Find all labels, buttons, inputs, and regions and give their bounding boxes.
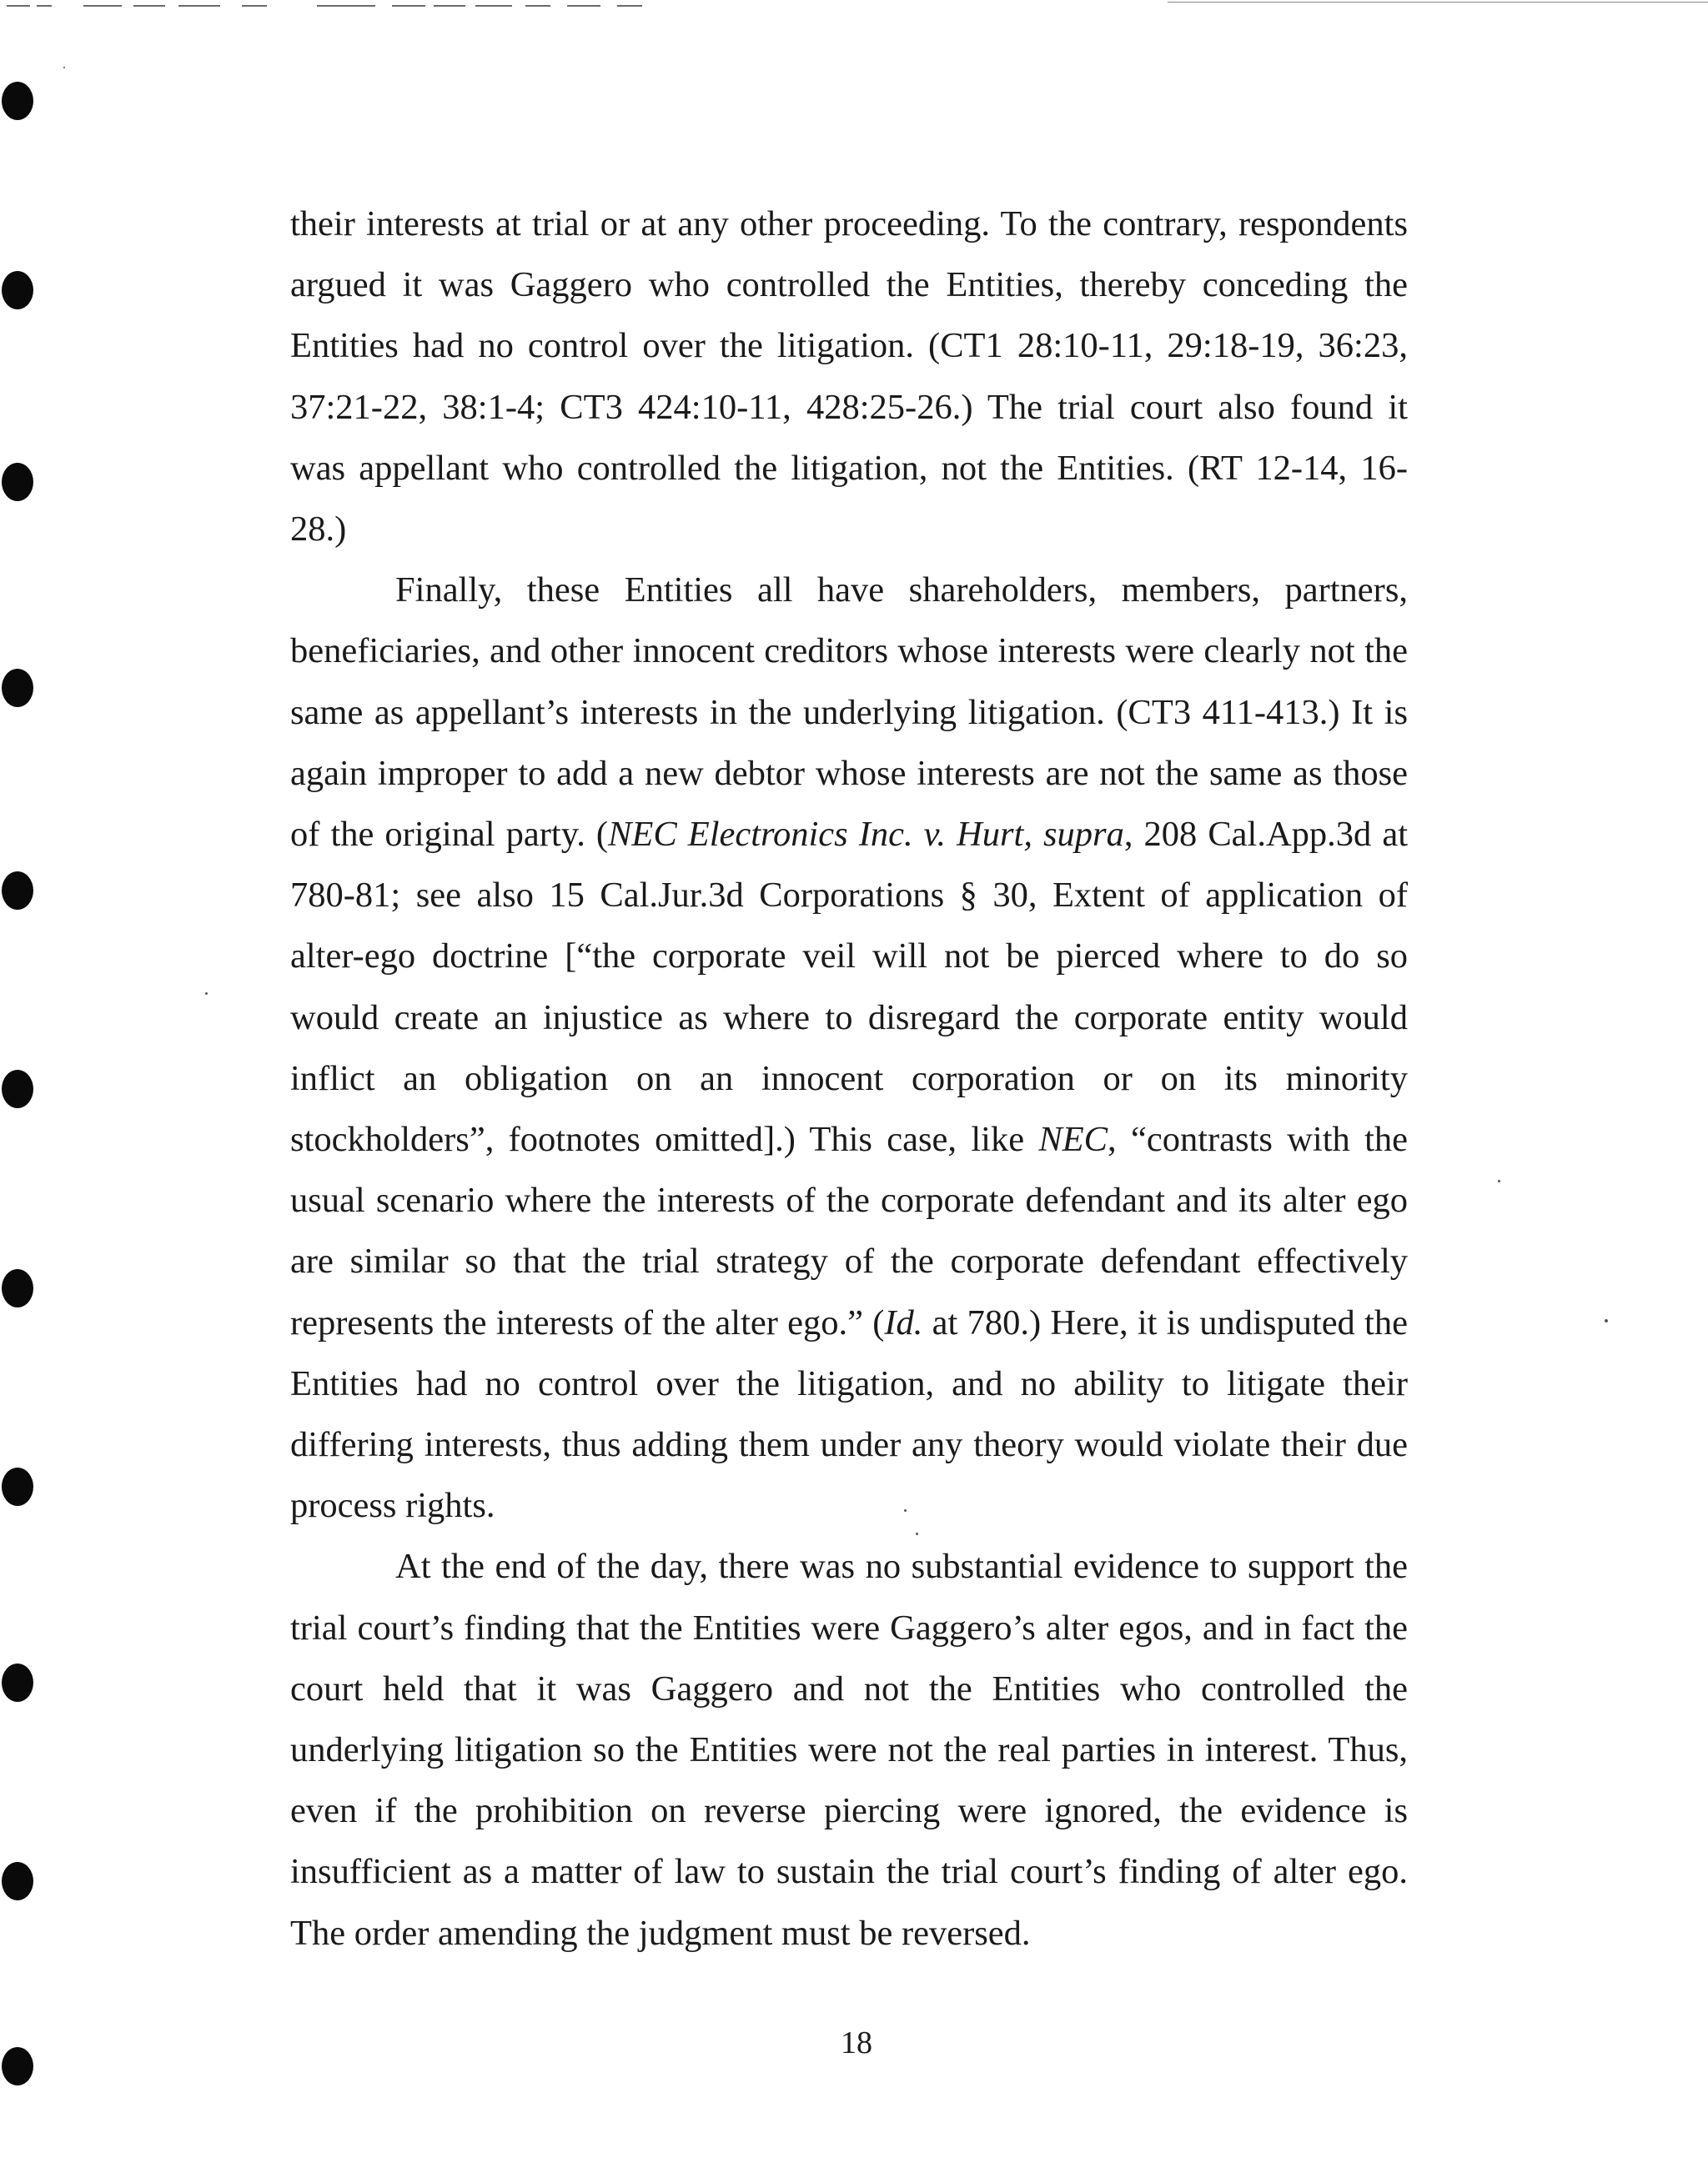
paragraph (290, 193, 1408, 560)
text-run: , “contrasts with the usual scenario where the interests of the corporate defendant and its alter ego are similar so that the trial strategy of the corporate defendant effectively represents the interests of the alter ego.” ( (290, 1120, 1408, 1342)
binder-hole (2, 669, 33, 707)
binder-hole (2, 82, 33, 120)
document-body (290, 193, 1408, 1964)
binder-hole (2, 1269, 33, 1307)
binder-hole (2, 1070, 33, 1108)
paragraph (290, 1536, 1408, 1963)
text-run: Finally, these Entities all have shareholders, members, partners, beneficiaries, and other innocent creditors whose interests were clearly not the same as appellant’s interests in the underlying litigation. (CT3 411-413.) It is again improper to add a new debtor whose interests are not the same as those of the original party. ( (290, 570, 1408, 855)
binder-hole (2, 463, 33, 501)
binder-hole (2, 1468, 33, 1506)
scan-speck (1498, 1180, 1500, 1182)
text-run: At the end of the day, there was no substantial evidence to support the trial court’s finding that the Entities were Gaggero’s alter egos, and in fact the court held that it was Gaggero and not the Entities who controlled the underlying litigation so the Entities were not the real parties in interest. Thus, even if the prohibition on reverse piercing were ignored, the evidence is insufficient as a matter of law to sustain the trial court’s finding of alter ego. The order amending the judgment must be reversed. (290, 1547, 1408, 1953)
text-run: their interests at trial or at any other proceeding. To the contrary, respondents argued it was Gaggero who controlled the Entities, thereby conceding the Entities had no control over the litigation. (CT1 28:10-11, 29:18-19, 36:23, 37:21-22, 38:1-4; CT3 424:10-11, 428:25-26.) The trial court also found it was appellant who controlled the litigation, not the Entities. (RT 12-14, 16-28.) (290, 204, 1408, 550)
scan-speck (63, 67, 65, 68)
text-run: at 780.) Here, it is undisputed the Entities had no control over the litigation, and no ability to litigate their differing interests, thus adding them under any theory would violate their due process rights. (290, 1302, 1408, 1526)
binder-hole (2, 271, 33, 309)
page-number: 18 (841, 2025, 872, 2060)
italic-citation: NEC (1038, 1120, 1108, 1160)
italic-citation: Id. (884, 1302, 923, 1342)
scan-artifact-line (0, 0, 1708, 12)
scan-speck (1605, 1319, 1608, 1322)
binder-hole (2, 1664, 33, 1702)
binder-hole (2, 1862, 33, 1900)
scan-speck (205, 992, 208, 995)
text-run: , 208 Cal.App.3d at 780-81; see also 15 Cal.Jur.3d Corporations § 30, Extent of application of alter-ego doctrine [“the corporate veil will not be pierced where to do so would create an injustice as where to disregard the corporate entity would inflict an obligation on an innocent corporation or on its minority stockholders”, footnotes omitted].) This case, like (290, 815, 1408, 1160)
paragraph (290, 560, 1408, 1536)
italic-citation: NEC Electronics Inc. v. Hurt, supra (608, 815, 1124, 855)
binder-hole (2, 871, 33, 910)
